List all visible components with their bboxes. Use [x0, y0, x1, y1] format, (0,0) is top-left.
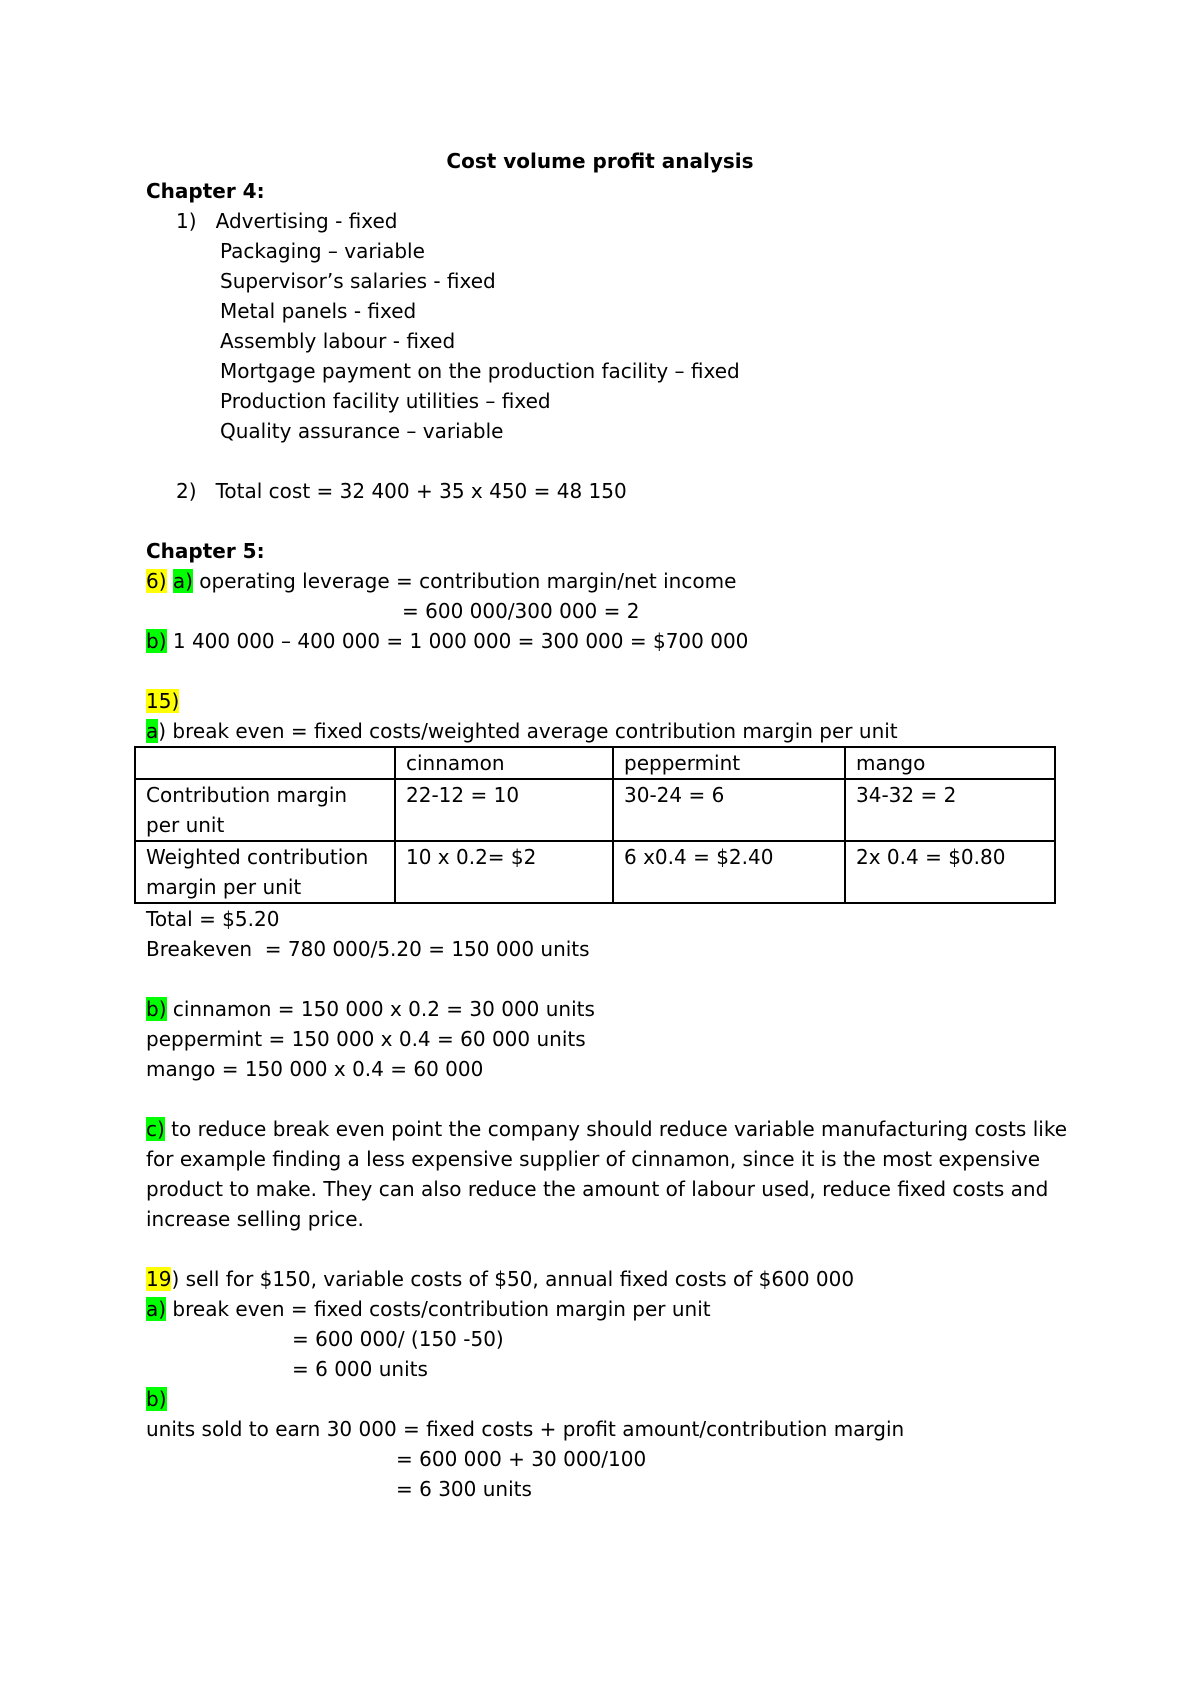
question-number: 1) [176, 209, 197, 233]
list-item: Mortgage payment on the production facility – fixed [220, 359, 740, 383]
answer-text: peppermint = 150 000 x 0.4 = 60 000 units [146, 1027, 586, 1051]
list-item: Supervisor’s salaries - fixed [220, 269, 496, 293]
table-row [135, 779, 1055, 841]
table-cell: 6 x0.4 = $2.40 [613, 841, 845, 903]
answer-text: = 6 300 units [396, 1477, 532, 1501]
table-cell: mango [845, 747, 1055, 779]
answer-text: for example finding a less expensive supplier of cinnamon, since it is the most expensive [146, 1147, 1041, 1171]
table-cell: 30-24 = 6 [613, 779, 845, 841]
answer-text: break even = fixed costs/contribution margin per unit [166, 1297, 711, 1321]
answer-text: increase selling price. [146, 1207, 364, 1231]
part-label: a) [146, 1297, 167, 1321]
question-2 [146, 476, 1066, 506]
question-15b [146, 994, 1066, 1024]
question-text: Total cost = 32 400 + 35 x 450 = 48 150 [215, 479, 627, 503]
answer-text: cinnamon = 150 000 x 0.2 = 30 000 units [166, 997, 595, 1021]
answer-text: = 600 000/ (150 -50) [292, 1327, 504, 1351]
answer-text: = 600 000 + 30 000/100 [396, 1447, 647, 1471]
question-19a [146, 1294, 1066, 1324]
question-1 [146, 206, 1066, 236]
question-19 [146, 1264, 1066, 1294]
answer-text: mango = 150 000 x 0.4 = 60 000 [146, 1057, 484, 1081]
part-label: b) [146, 629, 167, 653]
answer-text: units sold to earn 30 000 = fixed costs + profit amount/contribution margin [146, 1417, 905, 1441]
document-title: Cost volume profit analysis [446, 149, 754, 173]
part-label: b) [146, 1387, 167, 1411]
table-cell: cinnamon [395, 747, 613, 779]
question-text: ) sell for $150, variable costs of $50, annual fixed costs of $600 000 [171, 1267, 855, 1291]
question-number: 15) [146, 689, 180, 713]
part-label: a [146, 719, 159, 743]
question-19b [146, 1384, 1066, 1414]
list-item: Advertising - fixed [215, 209, 398, 233]
table-cell: Contribution margin per unit [135, 779, 395, 841]
chapter-5-heading: Chapter 5: [146, 539, 265, 563]
question-15 [146, 686, 1066, 716]
list-item: Production facility utilities – fixed [220, 389, 551, 413]
contribution-margin-table [134, 746, 1056, 904]
part-label: a) [172, 569, 193, 593]
table-cell: peppermint [613, 747, 845, 779]
answer-text: = 6 000 units [292, 1357, 428, 1381]
answer-text: operating leverage = contribution margin/net income [192, 569, 737, 593]
part-label: b) [146, 997, 167, 1021]
table-cell: 10 x 0.2= $2 [395, 841, 613, 903]
table-row [135, 841, 1055, 903]
table-cell: Weighted contribution margin per unit [135, 841, 395, 903]
list-item: Quality assurance – variable [220, 419, 504, 443]
question-6b [146, 626, 1066, 656]
table-header-row [135, 747, 1055, 779]
answer-text: 1 400 000 – 400 000 = 1 000 000 = 300 000 = $700 000 [166, 629, 749, 653]
table-cell: 2x 0.4 = $0.80 [845, 841, 1055, 903]
chapter-4-heading: Chapter 4: [146, 179, 265, 203]
table-cell: 22-12 = 10 [395, 779, 613, 841]
question-number: 6) [146, 569, 167, 593]
answer-text: = 600 000/300 000 = 2 [402, 599, 640, 623]
list-item: Assembly labour - fixed [220, 329, 456, 353]
list-item: Metal panels - fixed [220, 299, 417, 323]
list-item: Packaging – variable [220, 239, 425, 263]
table-cell [135, 747, 395, 779]
answer-text: ) break even = fixed costs/weighted average contribution margin per unit [158, 719, 898, 743]
total-line: Total = $5.20 [146, 907, 280, 931]
question-15a [146, 716, 1066, 746]
table-cell: 34-32 = 2 [845, 779, 1055, 841]
breakeven-line: Breakeven = 780 000/5.20 = 150 000 units [146, 937, 590, 961]
answer-text: to reduce break even point the company should reduce variable manufacturing costs like [164, 1117, 1067, 1141]
answer-text: product to make. They can also reduce the amount of labour used, reduce fixed costs and [146, 1177, 1049, 1201]
question-number: 19 [146, 1267, 172, 1291]
document-body [146, 146, 1066, 1504]
question-6a [146, 566, 1066, 596]
question-15c [146, 1114, 1066, 1144]
question-number: 2) [176, 479, 197, 503]
part-label: c) [146, 1117, 165, 1141]
